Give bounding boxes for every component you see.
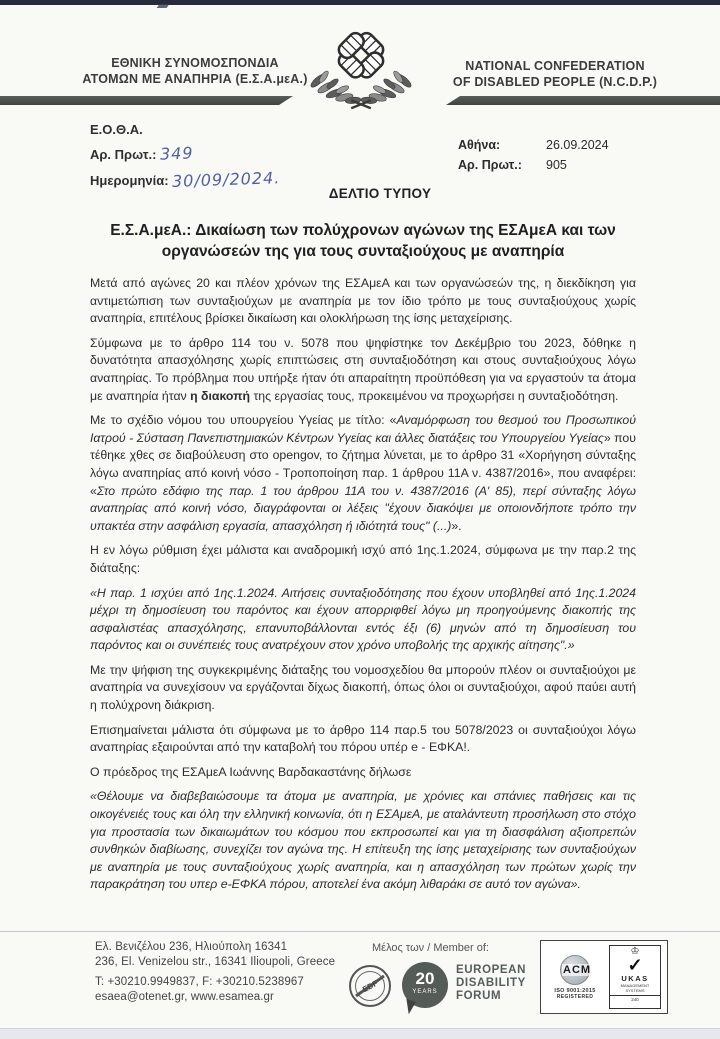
photo-artifact [157,4,170,8]
org-name-english-line1: NATIONAL CONFEDERATION [465,59,645,73]
address-line-greek: Ελ. Βενιζέλου 236, Ηλιούπολη 16341 [95,941,288,953]
eotha-label: Ε.Ο.Θ.Α. [90,122,143,137]
ukas-systems-label: SYSTEMS [625,988,645,993]
edf-name-line2: DISABILITY [456,977,526,989]
iso-label: ISO 9001:2015 [554,987,596,994]
footer [0,938,720,1028]
photo-top-border [0,0,720,5]
city-label: Αθήνα: [458,138,501,152]
edf-badge-years: YEARS [412,989,438,995]
paragraph: Σύμφωνα με το άρθρο 114 του ν. 5078 που ψηφίστηκε τον Δεκέμβριο του 2023, δόθηκε η δυνατότητα απασχόλησης χωρίς επιπτώσεις στη συνταξιοδότηση και στους συνταξιούχους λόγω αναπηρίας. Το πρόβλημα που υπήρξε ήταν ότι απαραίτητη προϋπόθεση για να εργαστούν τα άτομα με αναπηρία ήταν η διακοπή της εργασίας τους, προκειμένου να προχωρήσει η συνταξιοδότηση. [90,335,636,403]
paragraph: Η εν λόγω ρύθμιση έχει μάλιστα και αναδρομική ισχύ από 1ης.1.2024, σύμφωνα με την παρ.2 της διάταξης: [90,543,636,575]
acm-iso-logo [547,955,603,1000]
edf-stamp-icon [348,964,392,1008]
ukas-number: 240 [610,995,660,1003]
org-name-english [420,58,690,90]
edf-badge-ribbon [402,999,416,1015]
header-bar-left [0,96,293,105]
paragraph: Μετά από αγώνες 20 και πλέον χρόνων της ΕΣΑμεΑ και των οργανώσεών της, η διεκδίκηση για αντιμετώπιση των συνταξιούχων με αναπηρία με τον ίδιο τρόπο με τους συνταξιούχους χωρίς αναπηρία, επιτέλους βρίσκει δικαίωση και ολοκλήρωση της ίσης μεταχείρισης. [90,276,636,326]
paragraph: «Η παρ. 1 ισχύει από 1ης.1.2024. Αιτήσεις συνταξιοδότησης που έχουν υποβληθεί από 1ης.1.2024 μέχρι τη δημοσίευση του παρόντος και έχουν απορριφθεί λόγω μη προηγούμενης διακοπής της ασφαλιστέας απασχόλησης, επανυποβάλλονται εντός έξι (6) μηνών από τη δημοσίευση του παρόντος και οι συνέπειές τους ανατρέχουν στον χρόνο υποβολής της αρχικής αίτησης".» [90,585,636,653]
reference-block [90,122,281,196]
city-date-block [458,138,609,178]
header-bar-right [446,96,720,105]
address-line-english: 236, El. Venizelou str., 16341 Ilioupoli, Greece [95,956,336,968]
paragraph: Με την ψήφιση της συγκεκριμένης διάταξης του νομοσχεδίου θα μπορούν πλέον οι συνταξιούχοι με αναπηρία να συνεχίσουν να εργάζονται δίχως διακοπή, όπως όλοι οι συνταξιούχοι, αφού παύει αυτή η πολύχρονη διάκριση. [90,662,636,713]
edf-name [456,964,526,1003]
email-website-line: esaea@otenet.gr, www.esamea.gr [95,991,274,1003]
certification-logos [540,940,668,1014]
esamea-hands-wreath-icon [302,18,420,120]
page-title: Ε.Σ.Α.μεΑ.: Δικαίωση των πολύχρονων αγώνων της ΕΣΑμεΑ και των οργανώσεών της για τους συνταξιούχους με αναπηρία [110,222,616,260]
protocol-value-handwritten: 349 [159,143,194,164]
protocol-label: Αρ. Πρωτ.: [90,147,157,162]
press-body [90,220,636,901]
org-name-greek [55,55,335,87]
protocol2-value: 905 [546,158,567,172]
protocol2-label: Αρ. Πρωτ.: [458,158,522,172]
checkmark-icon: ✓ [627,955,643,975]
date-value-handwritten: 30/09/2024. [171,168,281,191]
ukas-label: UKAS [621,974,649,983]
ukas-logo [609,945,661,1009]
press-release-label: ΔΕΛΤΙΟ ΤΥΠΟΥ [328,186,432,201]
acm-globe-icon [560,955,590,985]
org-name-english-line2: OF DISABLED PEOPLE (N.C.D.P.) [452,75,658,89]
acm-label: ACM [563,963,592,976]
paragraphs-container [90,275,636,894]
footer-divider [0,931,720,932]
ukas-management-label: MANAGEMENT [620,983,650,988]
org-name-greek-line1: ΕΘΝΙΚΗ ΣΥΝΟΜΟΣΠΟΝΔΙΑ [111,56,279,70]
paragraph: Με το σχέδιο νόμου του υπουργείου Υγείας με τίτλο: «Αναμόρφωση του θεσμού του Προσωπικού Ιατρού - Σύσταση Πανεπιστημιακών Κέντρων Υγείας και άλλες διατάξεις του Υπουργείου Υγείας» που τέθηκε χθες σε διαβούλευση στο opengov, το ζήτημα λύνεται, με το άρθρο 31 «Χορήγηση σύνταξης λόγω αναπηρίας από κοινή νόσο - Τροποποίηση παρ. 1 άρθρου 11Α ν. 4387/2016», που αναφέρει: «Στο πρώτο εδάφιο της παρ. 1 του άρθρου 11Α του ν. 4387/2016 (Α' 85), περί σύνταξης λόγω αναπηρίας από κοινή νόσο, διαγράφονται οι λέξεις "έχουν διακόψει με οποιονδήποτε τρόπο την υπακτέα στην ασφάλιση εργασία, απασχόληση ή ιδιότητά τους" (...)». [90,413,636,533]
paragraph: Επισημαίνεται μάλιστα ότι σύμφωνα με το άρθρο 114 παρ.5 του 5078/2023 οι συνταξιούχοι λόγω αναπηρίας εξαιρούνται από την καταβολή του πόρου υπέρ e - ΕΦΚΑ!. [90,722,636,755]
paragraph: «Θέλουμε να διαβεβαιώσουμε τα άτομα με αναπηρία, με χρόνιες και σπάνιες παθήσεις και τις οικογένειές τους και όλη την ελληνική κοινωνία, ότι η ΕΣΑμεΑ, με αταλάντευτη προσήλωση στο στόχο για προστασία των δικαιωμάτων του κόσμου που εκπροσωπεί και για τη διασφάλιση αξιοπρεπών συνθηκών διαβίωσης, συνεχίζει τον αγώνα της. Η επίτευξη της ίσης μεταχείρισης των συνταξιούχων με αναπηρία με τους συνταξιούχους χωρίς αναπηρία, και η απασχόληση των πρώτων χωρίς την παρακράτηση του υπερ e-ΕΦΚΑ πόρου, αποτελεί ένα ακόμη λιθαράκι σε αυτό τον αγώνα». [90,789,636,892]
member-of-label: Μέλος των / Member of: [372,942,489,954]
paragraph: Ο πρόεδρος της ΕΣΑμεΑ Ιωάννης Βαρδακαστάνης δήλωσε [90,764,412,779]
svg-text:EDF: EDF [361,978,380,995]
address-block [95,940,335,1005]
crown-icon: ♔ [630,946,640,957]
org-name-greek-line2: ΑΤΟΜΩΝ ΜΕ ΑΝΑΠΗΡΙΑ (Ε.Σ.Α.μεΑ.) [82,72,308,86]
phone-fax-line: T: +30210.9949837, F: +30210.5238967 [95,976,304,988]
edf-name-line1: EUROPEAN [456,964,526,976]
edf-badge-number: 20 [415,969,435,988]
registered-label: REGISTERED [556,993,594,1000]
edf-name-line3: FORUM [456,990,502,1002]
photo-bottom-edge [0,1028,720,1039]
date-label: Ημερομηνία: [90,173,169,188]
city-date-value: 26.09.2024 [546,138,609,152]
